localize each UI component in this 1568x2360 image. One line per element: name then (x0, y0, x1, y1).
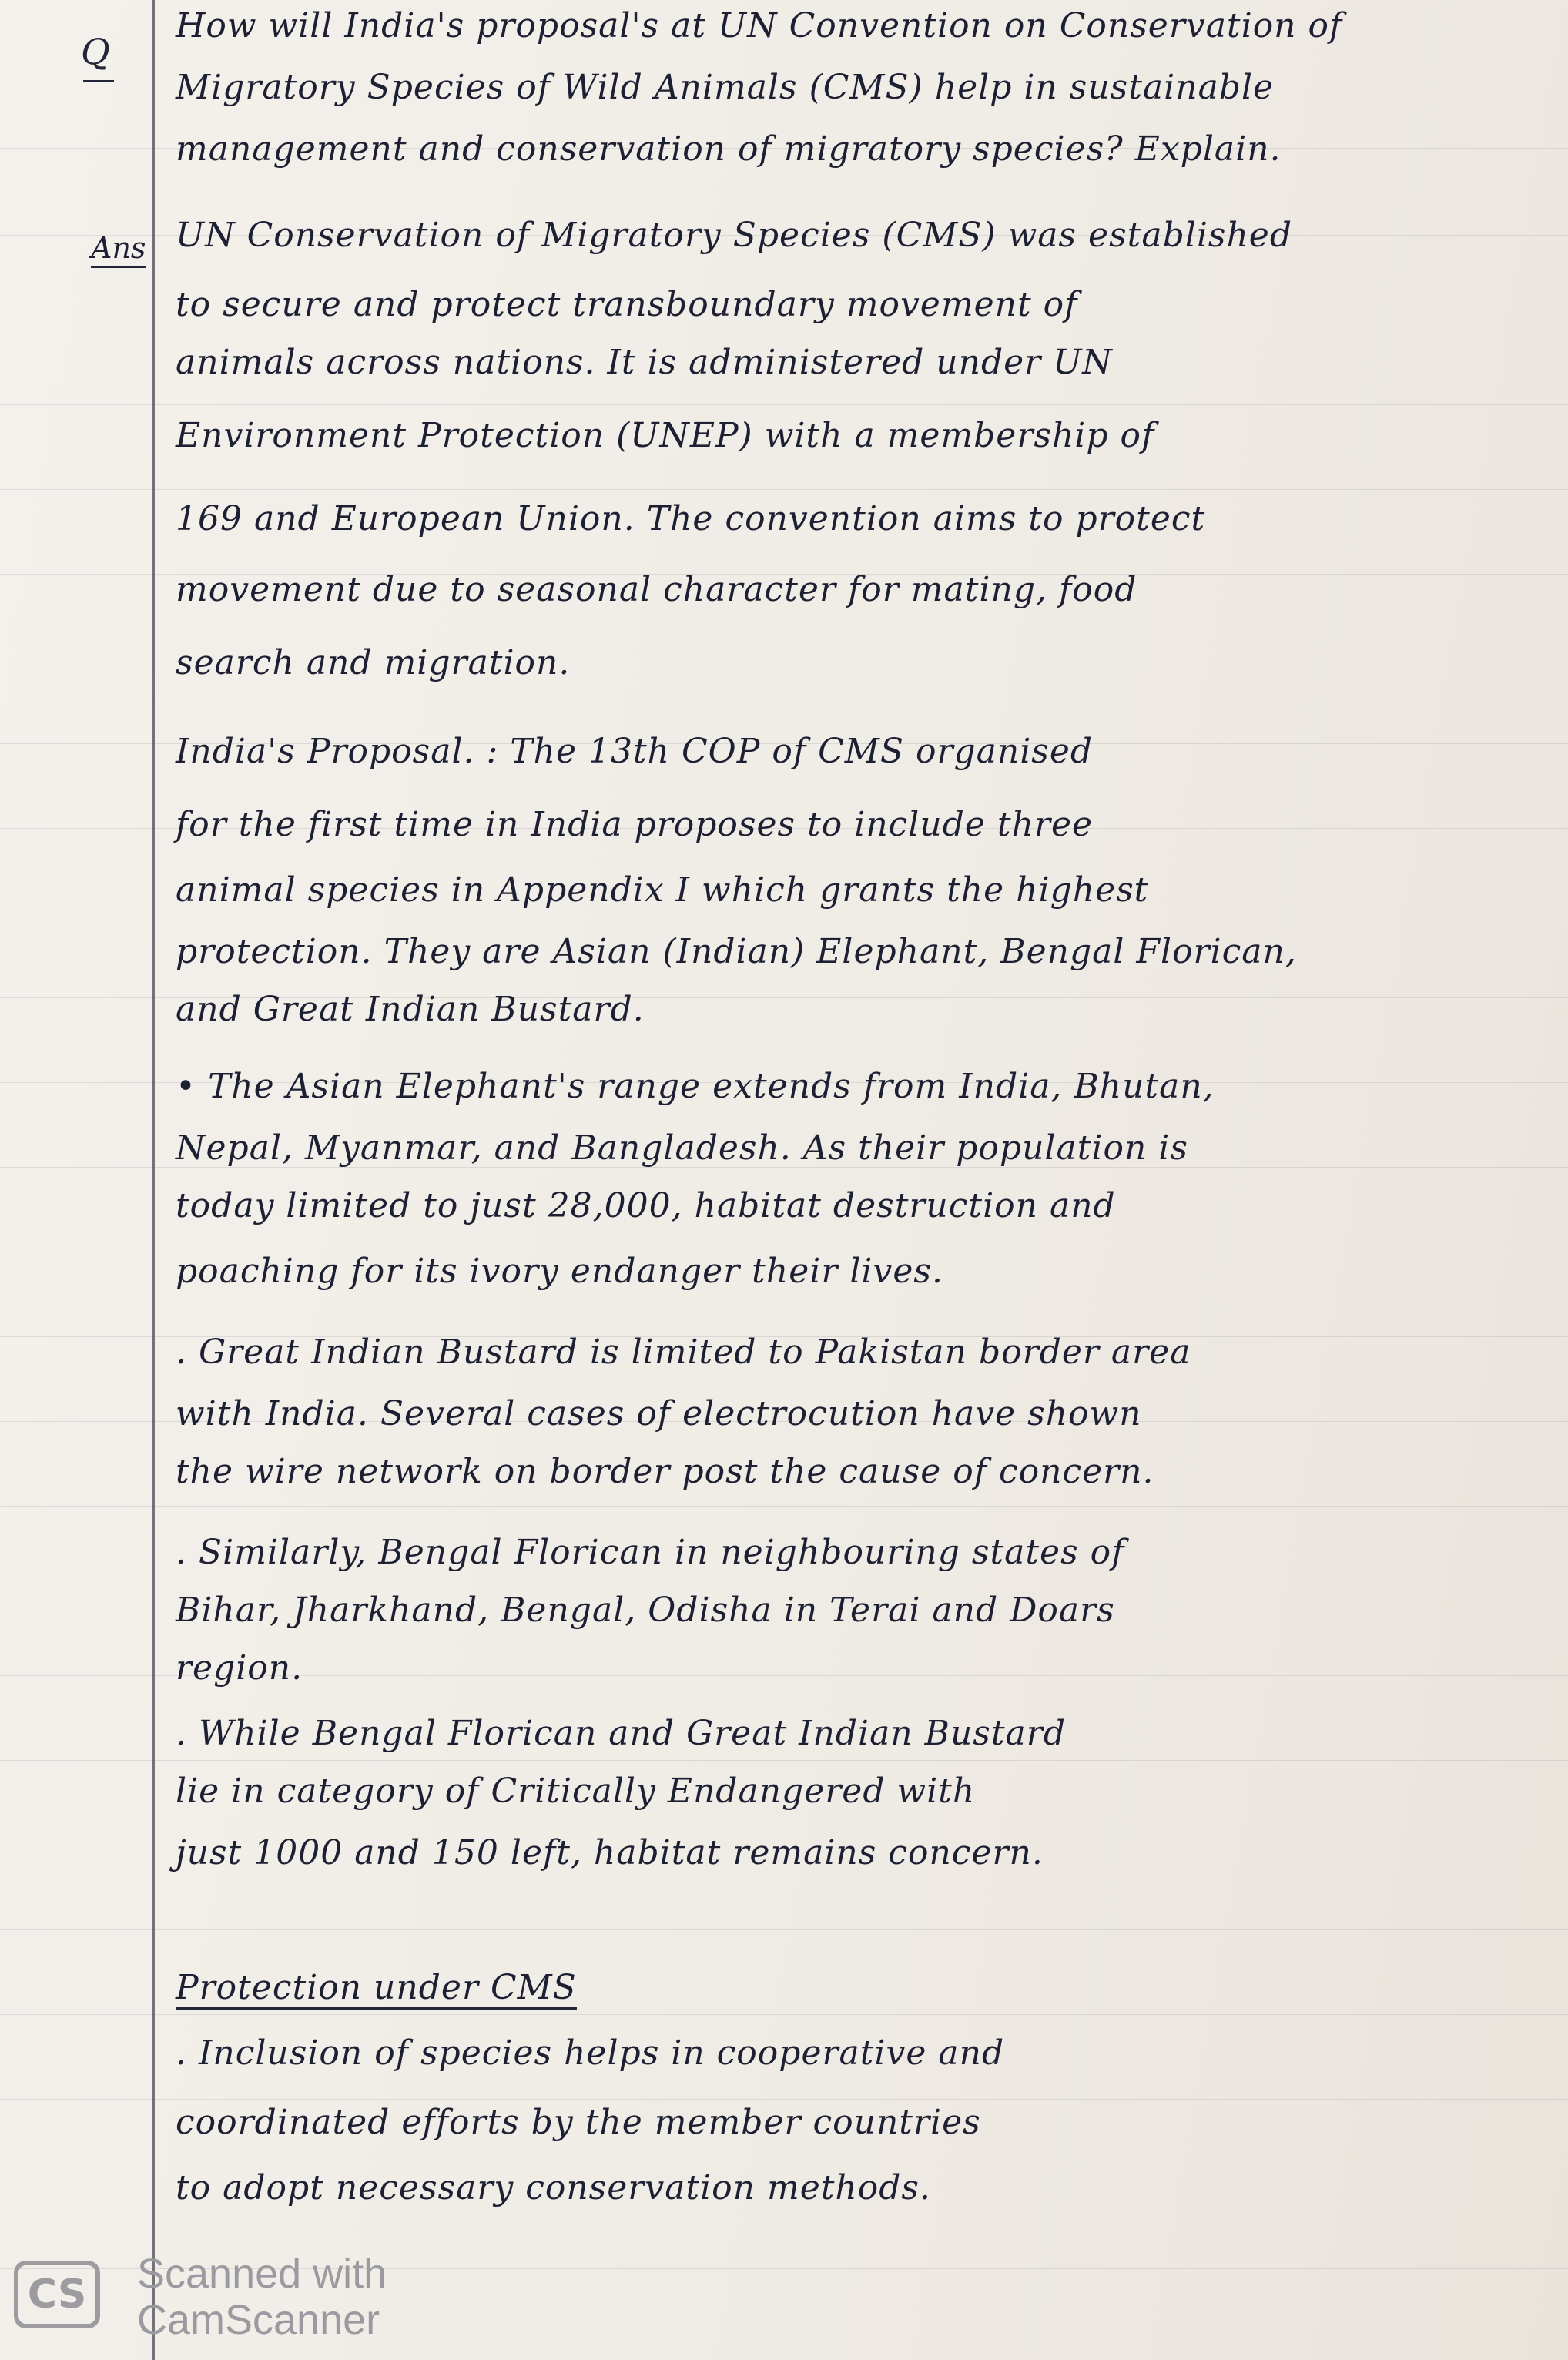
proposal-line: and Great Indian Bustard. (176, 990, 645, 1029)
question-line: management and conservation of migratory species? Explain. (176, 129, 1282, 169)
protection-line: to adopt necessary conservation methods. (176, 2168, 931, 2207)
question-line: How will India's proposal's at UN Convention on Conservation of (176, 6, 1343, 45)
florican-line: Bihar, Jharkhand, Bengal, Odisha in Terai and Doars (176, 1591, 1115, 1630)
camscanner-logo: CS (14, 2261, 100, 2328)
elephant-line: Nepal, Myanmar, and Bangladesh. As their population is (176, 1128, 1188, 1168)
proposal-line: animal species in Appendix I which grants the highest (176, 870, 1149, 910)
florican-line: region. (176, 1648, 303, 1688)
ruled-line (0, 2099, 1568, 2100)
protection-line: coordinated efforts by the member countries (176, 2103, 981, 2142)
ruled-line (0, 404, 1568, 405)
answer-line: to secure and protect transboundary movement of (176, 285, 1078, 324)
answer-line: search and migration. (176, 643, 571, 682)
elephant-line: • The Asian Elephant's range extends from India, Bhutan, (176, 1067, 1215, 1106)
watermark-line-2: CamScanner (137, 2297, 380, 2343)
bustard-line: . Great Indian Bustard is limited to Pakistan border area (176, 1333, 1191, 1372)
question-line: Migratory Species of Wild Animals (CMS) help in sustainable (176, 68, 1275, 107)
florican-line: . Similarly, Bengal Florican in neighbouring states of (176, 1533, 1125, 1572)
answer-line: Environment Protection (UNEP) with a membership of (176, 416, 1155, 455)
status-line: lie in category of Critically Endangered with (176, 1772, 976, 1811)
ruled-line (0, 1506, 1568, 1507)
bustard-line: with India. Several cases of electrocution have shown (176, 1394, 1142, 1433)
answer-line: UN Conservation of Migratory Species (CMS) was established (176, 216, 1293, 255)
margin-line (152, 0, 155, 2360)
ruled-line (0, 489, 1568, 490)
question-marker: Q (81, 31, 110, 72)
protection-heading (176, 1968, 577, 2007)
answer-line: 169 and European Union. The convention aims to protect (176, 499, 1206, 538)
ruled-line (0, 2014, 1568, 2015)
elephant-line: today limited to just 28,000, habitat destruction and (176, 1186, 1116, 1225)
elephant-line: poaching for its ivory endanger their lives. (176, 1252, 943, 1291)
answer-line: movement due to seasonal character for mating, food (176, 570, 1137, 609)
question-marker-underline (83, 80, 114, 82)
proposal-line: protection. They are Asian (Indian) Elephant, Bengal Florican, (176, 932, 1297, 971)
status-line: just 1000 and 150 left, habitat remains concern. (176, 1833, 1044, 1872)
answer-line: animals across nations. It is administered under UN (176, 343, 1113, 382)
answer-label: Ans (91, 231, 146, 265)
proposal-line: India's Proposal. : The 13th COP of CMS organised (176, 732, 1094, 771)
ruled-line (0, 1929, 1568, 1930)
protection-heading-text: Protection under CMS (176, 1968, 577, 2010)
proposal-line: for the first time in India proposes to include three (176, 805, 1094, 844)
bustard-line: the wire network on border post the cause of concern. (176, 1452, 1154, 1491)
camscanner-watermark (137, 2251, 387, 2343)
watermark-line-1: Scanned with (137, 2251, 387, 2297)
ruled-line (0, 1760, 1568, 1761)
status-line: . While Bengal Florican and Great Indian Bustard (176, 1714, 1066, 1753)
protection-line: . Inclusion of species helps in cooperative and (176, 2033, 1005, 2073)
